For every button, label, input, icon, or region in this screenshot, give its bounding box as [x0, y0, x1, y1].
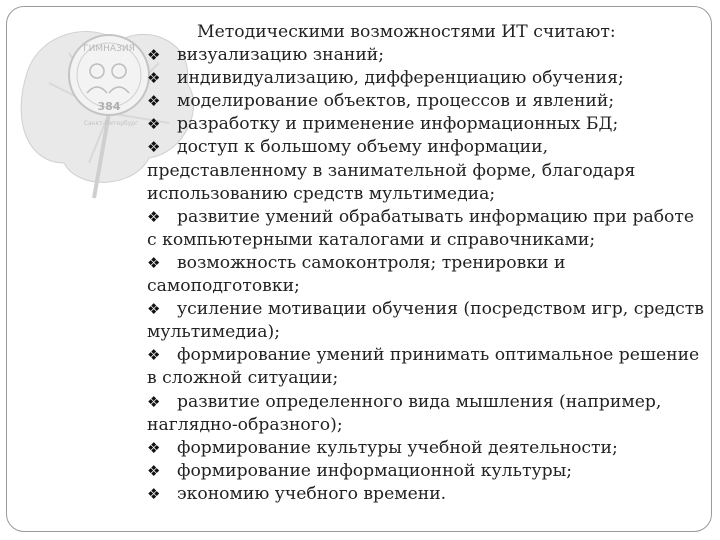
- list-item-text: экономию учебного времени.: [177, 483, 447, 504]
- diamond-clover-bullet-icon: ❖: [147, 46, 161, 65]
- list-item: [147, 67, 707, 90]
- list-item: [147, 44, 707, 67]
- diamond-clover-bullet-icon: ❖: [147, 115, 161, 134]
- diamond-clover-bullet-icon: ❖: [147, 253, 161, 272]
- list-item: [147, 344, 707, 390]
- diamond-clover-bullet-icon: ❖: [147, 461, 161, 480]
- diamond-clover-bullet-icon: ❖: [147, 300, 161, 319]
- list-item-text: разработку и применение информационных БД;: [177, 114, 619, 135]
- diamond-clover-bullet-icon: ❖: [147, 92, 161, 111]
- diamond-clover-bullet-icon: ❖: [147, 392, 161, 411]
- list-item-text: формирование информационной культуры;: [177, 460, 573, 481]
- list-item: [147, 136, 707, 205]
- list-item: [147, 90, 707, 113]
- slide-content: [147, 21, 707, 506]
- list-item-text: развитие определенного вида мышления (например, наглядно-образного);: [147, 391, 662, 435]
- slide-frame: [6, 6, 712, 532]
- list-item-text: развитие умений обрабатывать информацию при работе с компьютерными каталогами и справочниками;: [147, 206, 695, 250]
- list-item-text: индивидуализацию, дифференциацию обучения;: [177, 68, 624, 89]
- list-item-text: формирование умений принимать оптимальное решение в сложной ситуации;: [147, 345, 700, 389]
- list-item-text: доступ к большому объему информации, представленному в занимательной форме, благодаря использованию средств мультимедиа;: [147, 137, 636, 204]
- list-item: [147, 113, 707, 136]
- list-item: [147, 206, 707, 252]
- diamond-clover-bullet-icon: ❖: [147, 346, 161, 365]
- svg-text:ГИМНАЗИЯ: ГИМНАЗИЯ: [83, 44, 135, 54]
- diamond-clover-bullet-icon: ❖: [147, 69, 161, 88]
- list-item-text: визуализацию знаний;: [177, 45, 385, 66]
- list-item: [147, 252, 707, 298]
- svg-text:384: 384: [97, 100, 121, 113]
- svg-text:Санкт-Петербург: Санкт-Петербург: [83, 120, 139, 127]
- diamond-clover-bullet-icon: ❖: [147, 138, 161, 157]
- list-item-text: усиление мотивации обучения (посредством игр, средств мультимедиа);: [147, 299, 704, 343]
- bullet-list: [147, 44, 707, 506]
- diamond-clover-bullet-icon: ❖: [147, 484, 161, 503]
- list-item: [147, 460, 707, 483]
- diamond-clover-bullet-icon: ❖: [147, 207, 161, 226]
- list-item-text: формирование культуры учебной деятельности;: [177, 437, 618, 458]
- list-item: [147, 437, 707, 460]
- slide-title: Методическими возможностями ИТ считают:: [197, 22, 616, 42]
- list-item-text: возможность самоконтроля; тренировки и самоподготовки;: [147, 252, 566, 297]
- diamond-clover-bullet-icon: ❖: [147, 438, 161, 457]
- list-item: [147, 483, 707, 506]
- list-item: [147, 391, 707, 437]
- list-item-text: моделирование объектов, процессов и явлений;: [177, 91, 615, 112]
- list-item: [147, 298, 707, 344]
